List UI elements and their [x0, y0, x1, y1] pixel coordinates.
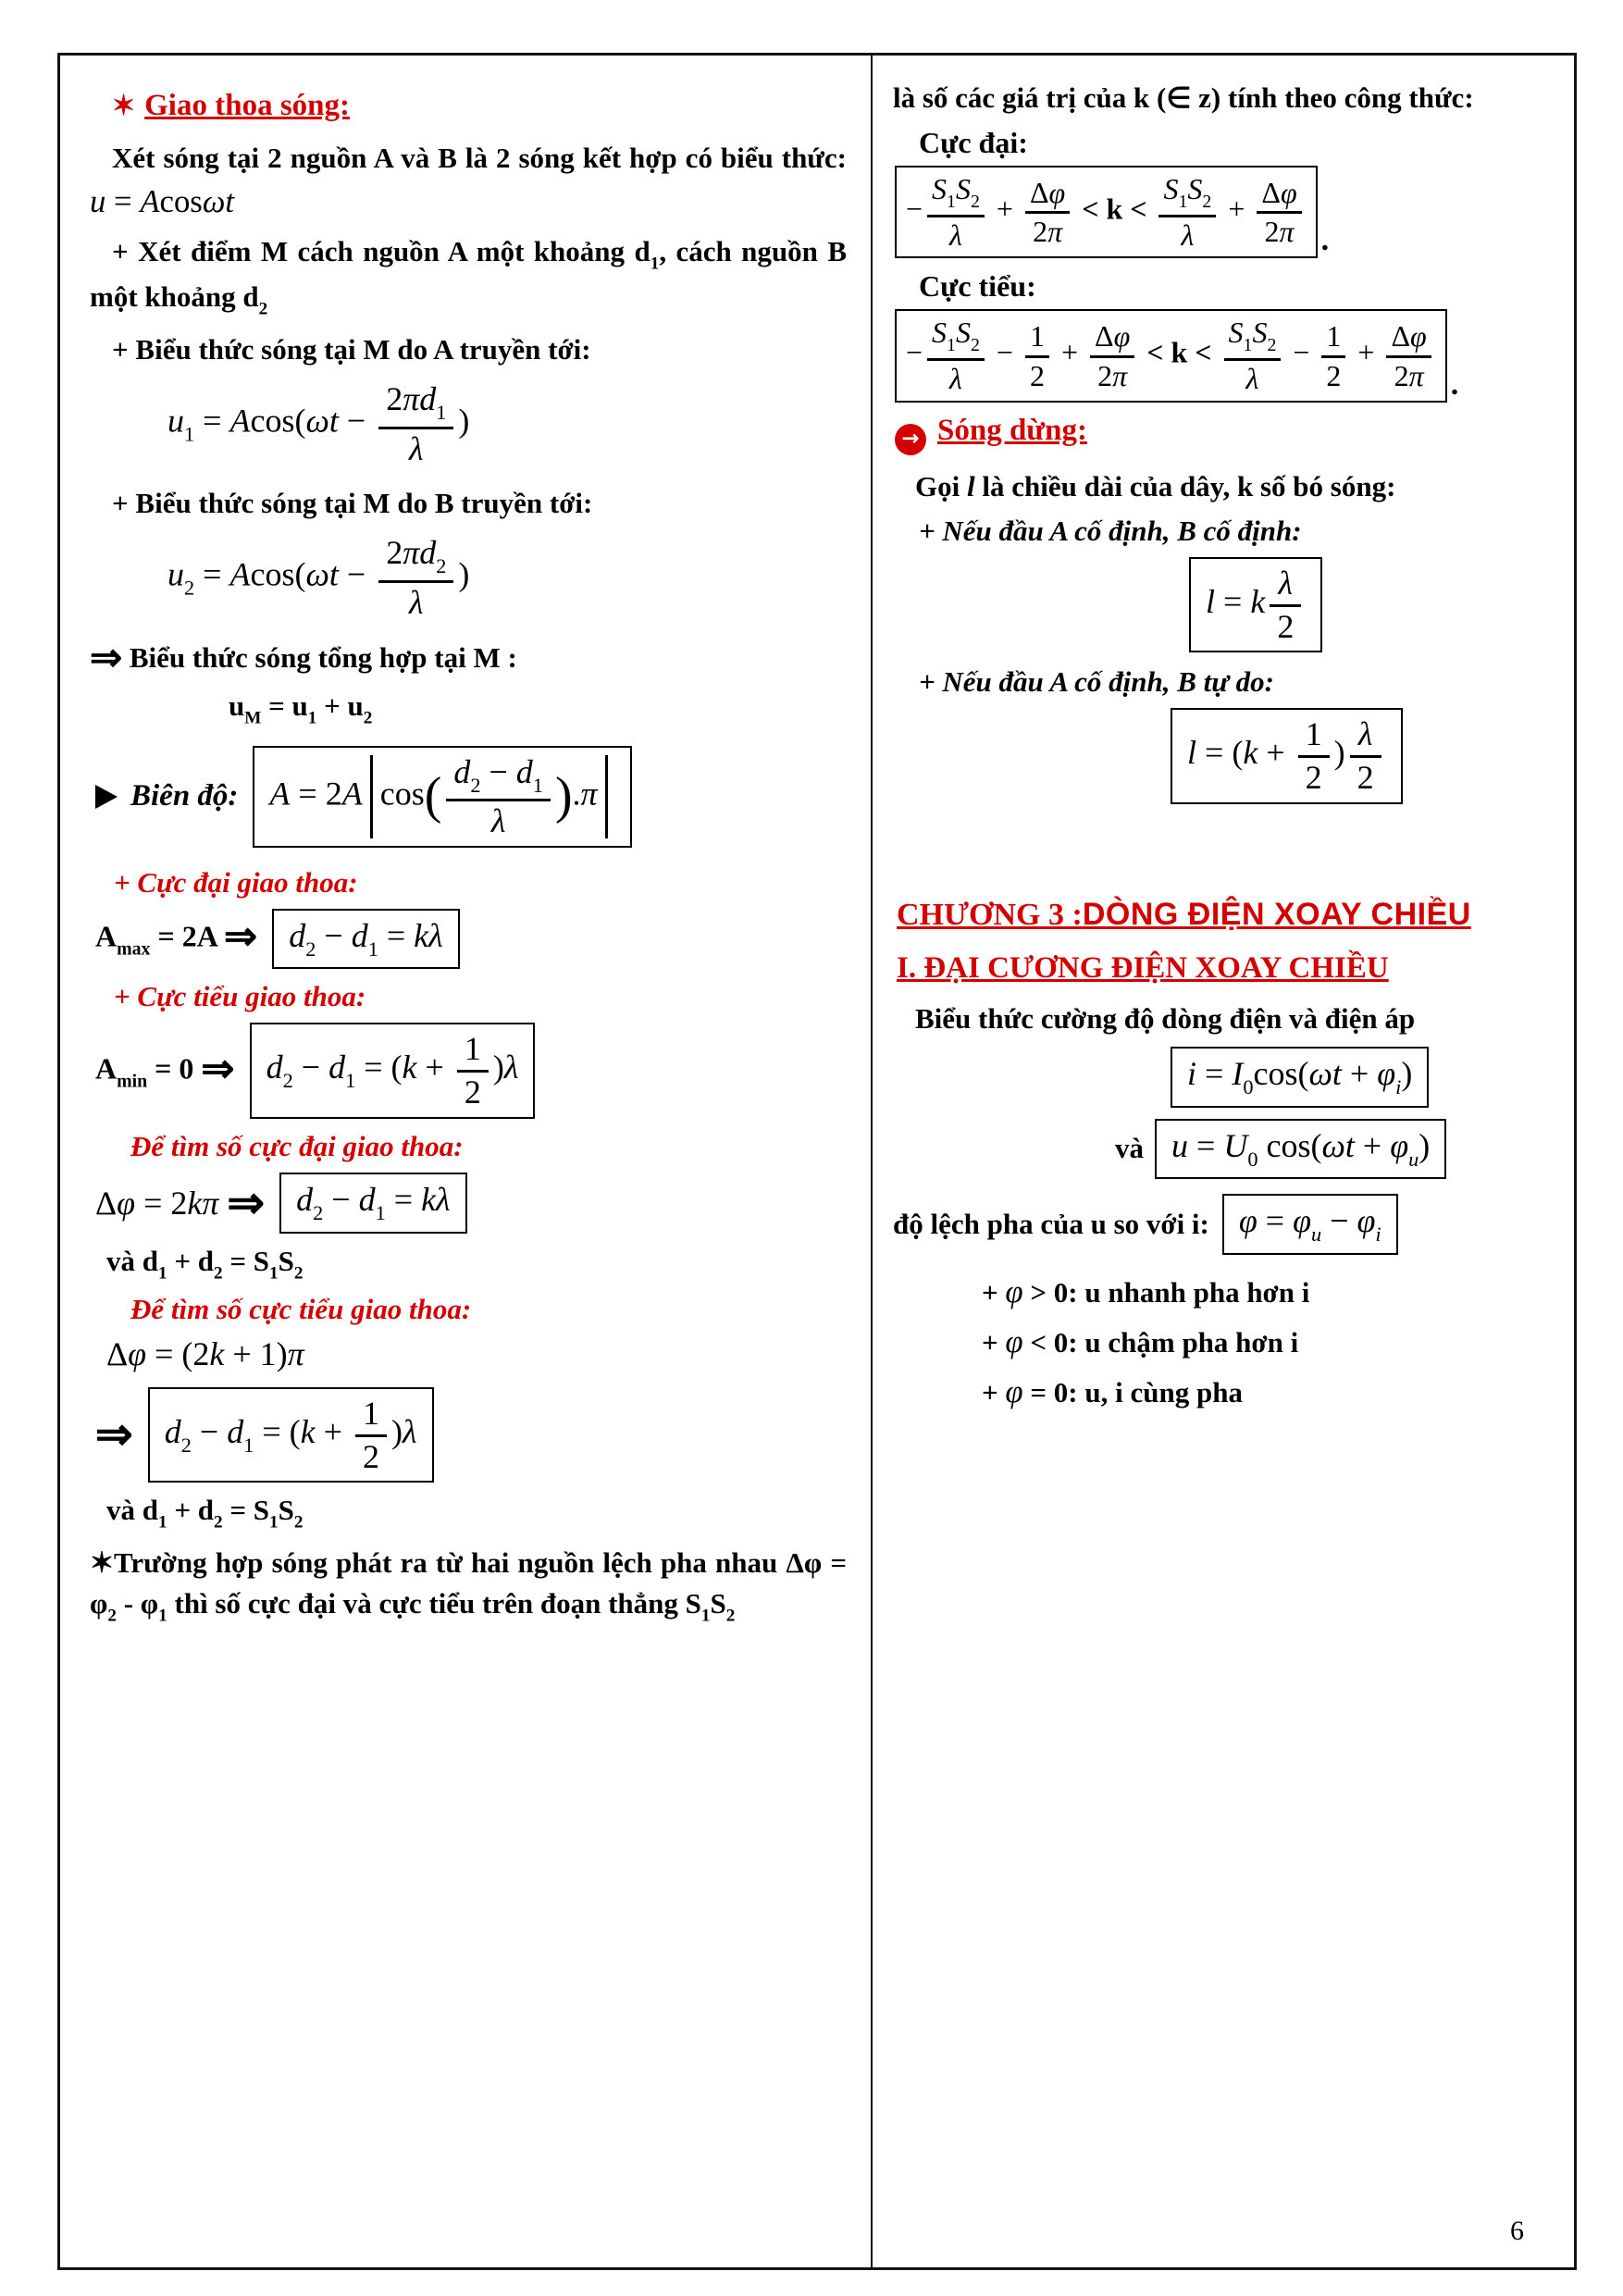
- phase-difference-label: độ lệch pha của u so với i:: [893, 1208, 1209, 1241]
- formula-phase-box: $\varphi = \varphi_u - \varphi_i$: [1222, 1194, 1398, 1255]
- right-column: [873, 56, 1574, 2267]
- formula-l-fixed-box: l = k $\frac{\lambda}{2}$: [1189, 557, 1322, 653]
- bullet-phi-negative: + φ < 0: u chậm pha hơn i: [982, 1322, 1299, 1359]
- formula-cuc-tieu-box: − $\frac{S_1S_2}{\lambda}$ − $\frac{1}{2}$ + $\frac{\Delta\varphi}{2\pi}$ < k < $\frac{S_1S_2}{\lambda}$ − $\frac{1}{2}$ + $\frac{\Delta\varphi}{2\pi}$: [895, 309, 1447, 402]
- paragraph-current-voltage: Biểu thức cường độ dòng điện và điện áp: [915, 1001, 1416, 1035]
- formula-khalf-box: $d_2 - d_1 = (k$ + $\frac{1}{2}$ )λ: [250, 1023, 536, 1119]
- heading-giao-thoa-song: [112, 89, 847, 123]
- label-free-end: + Nếu đầu A cố định, B tự do:: [919, 665, 1274, 699]
- note-phase-difference: ✶Trường hợp sóng phát ra từ hai nguồn lệch pha nhau $\Delta\varphi = \varphi_2 - \varphi_1$ thì số cực đại và cực tiểu trên đoạn thẳng $S_1S_2$: [90, 1546, 847, 1626]
- arrowhead-icon: [95, 785, 118, 809]
- chapter-3-prefix: CHƯƠNG 3 :: [897, 897, 1083, 932]
- label-tim-cuc-dai: Để tìm số cực đại giao thoa:: [130, 1130, 464, 1163]
- formula-u1: $u_1 = Acos(\omega t$ − $\frac{2\pi d_1}{\lambda}$ ): [167, 380, 470, 467]
- sum-distance-line-2: và $d_1 + d_2 = S_1S_2$: [106, 1494, 304, 1533]
- label-tim-cuc-tieu: Để tìm số cực tiểu giao thoa:: [130, 1293, 472, 1326]
- chapter-3-title: DÒNG ĐIỆN XOAY CHIỀU: [1082, 896, 1471, 932]
- heading-section-1: [897, 951, 1542, 986]
- va-label: và: [1115, 1132, 1144, 1165]
- amin-lead: $A_{min} = 0$ ⇒: [95, 1048, 235, 1092]
- khalf-arrow-row: [95, 1387, 847, 1483]
- formula-current-box: $i = I_0\cos(\omega t + \varphi_i)$: [1171, 1047, 1429, 1108]
- label-total-wave: ⇒ Biểu thức sóng tổng hợp tại M :: [90, 637, 517, 680]
- label-wave-from-b: + Biểu thức sóng tại M do B truyền tới:: [112, 487, 593, 520]
- formula-um: $u_M = u_1 + u_2$: [229, 689, 373, 728]
- heading-giao-thoa-label: Giao thoa sóng:: [144, 89, 351, 122]
- current-formula-row: [1171, 1047, 1542, 1108]
- formula-khalf-box-2: $d_2 - d_1 = (k$ + $\frac{1}{2}$ )λ: [148, 1387, 434, 1483]
- sum-distance-line: và $d_1 + d_2 = S_1S_2$: [106, 1244, 304, 1284]
- free-end-formula-row: [1171, 708, 1542, 804]
- amplitude-row: [95, 746, 847, 848]
- formula-dphi-min: Δφ = (2k + 1)π: [106, 1335, 304, 1373]
- label-cuc-tieu-giao-thoa: + Cực tiểu giao thoa:: [114, 980, 366, 1013]
- label-cuc-dai: Cực đại:: [919, 126, 1028, 160]
- phase-difference-row: [893, 1194, 1542, 1255]
- cuc-dai-box-row: [895, 166, 1542, 258]
- bullet-phi-positive: + φ > 0: u nhanh pha hơn i: [982, 1272, 1310, 1309]
- content-border: [57, 53, 1577, 2270]
- amin-row: [95, 1023, 847, 1119]
- label-cuc-tieu: Cực tiểu:: [919, 269, 1036, 304]
- heading-song-dung: [895, 414, 1542, 455]
- implies-arrow: ⇒: [95, 1409, 133, 1460]
- heading-song-dung-label: Sóng dừng:: [937, 413, 1087, 447]
- formula-cuc-dai-box: − $\frac{S_1S_2}{\lambda}$ + $\frac{\Delta\varphi}{2\pi}$ < k < $\frac{S_1S_2}{\lambda}$ + $\frac{\Delta\varphi}{2\pi}$: [895, 166, 1318, 258]
- paragraph-two-sources: Xét sóng tại 2 nguồn A và B là 2 sóng kết hợp có biểu thức: u = Acosωt: [90, 142, 847, 220]
- period-2: .: [1450, 366, 1459, 402]
- circle-arrow-icon: →: [895, 424, 926, 455]
- period: .: [1320, 223, 1330, 258]
- dphi-max-row: [95, 1173, 847, 1234]
- heading-chapter-3: [897, 897, 1542, 933]
- formula-klambda-box-2: $d_2 - d_1 = k\lambda$: [279, 1173, 467, 1234]
- formula-klambda-box: $d_2 - d_1 = k\lambda$: [272, 909, 460, 970]
- page-number: 6: [1510, 2215, 1524, 2246]
- bullet-phi-zero: + φ = 0: u, i cùng pha: [982, 1372, 1243, 1409]
- formula-l-free-box: l = (k + $\frac{1}{2}$ ) $\frac{\lambda}{2}$: [1171, 708, 1403, 804]
- paragraph-rope-length: Gọi l là chiều dài của dây, k số bó sóng:: [915, 469, 1396, 503]
- fixed-ends-formula-row: [1189, 557, 1542, 653]
- paragraph-k-values: là số các giá trị của k (∈ z) tính theo công thức:: [893, 81, 1474, 114]
- left-column: [60, 56, 873, 2267]
- voltage-formula-row: [1115, 1119, 1542, 1180]
- star-icon: ✶: [112, 91, 136, 121]
- formula-u2: $u_2 = Acos(\omega t$ − $\frac{2\pi d_2}{\lambda}$ ): [167, 534, 470, 621]
- section-1-label: I. ĐẠI CƯƠNG ĐIỆN XOAY CHIỀU: [897, 950, 1389, 985]
- label-cuc-dai-giao-thoa: + Cực đại giao thoa:: [114, 865, 358, 899]
- paragraph-point-m: + Xét điểm M cách nguồn A một khoảng $d_1$, cách nguồn B một khoảng $d_2$: [90, 235, 847, 319]
- formula-voltage-box: $u = U_0$ $\cos(\omega t + \varphi_u)$: [1155, 1119, 1446, 1180]
- cuc-tieu-box-row: [895, 309, 1542, 402]
- amax-lead: $A_{max} = 2A$ ⇒: [95, 915, 258, 960]
- amplitude-label: Biên độ:: [130, 779, 239, 813]
- dphi-max-lead: Δφ = 2kπ ⇒: [95, 1177, 266, 1228]
- formula-amplitude-box: A = 2A cos( $\frac{d_2 - d_1}{\lambda}$ ).π: [253, 746, 631, 848]
- label-wave-from-a: + Biểu thức sóng tại M do A truyền tới:: [112, 333, 591, 366]
- amax-row: [95, 909, 847, 970]
- label-fixed-ends: + Nếu đầu A cố định, B cố định:: [919, 514, 1302, 547]
